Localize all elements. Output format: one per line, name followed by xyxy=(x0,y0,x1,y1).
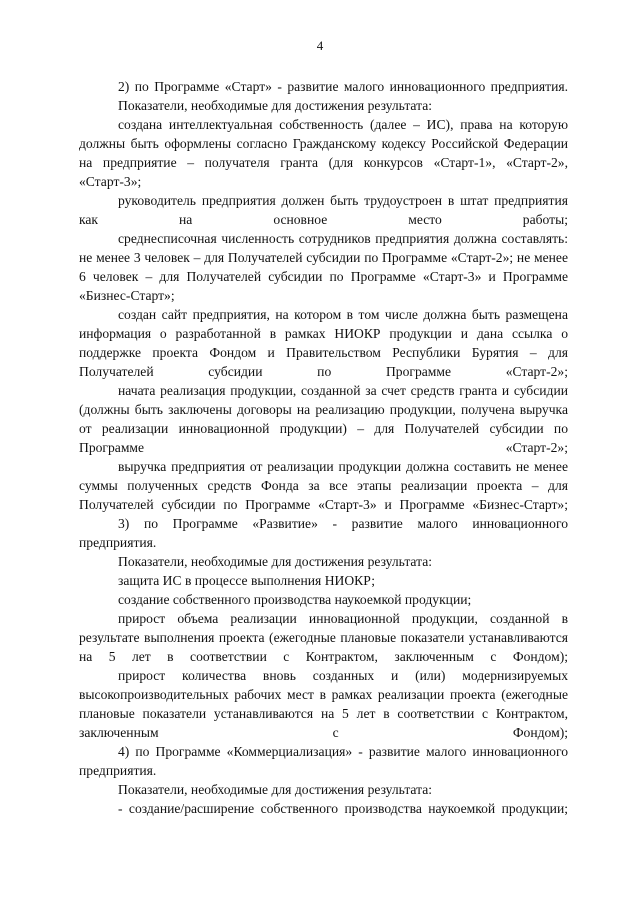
paragraph: прирост объема реализации инновационной продукции, созданной в результате выполнения проекта (ежегодные плановые показатели устанавливаются на 5 лет в соответствии с Контрактом, заключенным с Фондом); xyxy=(79,611,568,664)
paragraph: Показатели, необходимые для достижения результата: xyxy=(118,554,433,569)
paragraph: - создание/расширение собственного производства наукоемкой продукции; xyxy=(118,801,568,816)
paragraph: прирост количества вновь созданных и (или) модернизируемых высокопроизводительных рабочих мест в рамках реализации проекта (ежегодные плановые показатели устанавливаются на 5 лет в соответствии с Контрактом, заключенным с Фондом); xyxy=(79,668,568,740)
page-number: 4 xyxy=(316,38,324,53)
paragraph: защита ИС в процессе выполнения НИОКР; xyxy=(118,573,376,588)
paragraph: 4) по Программе «Коммерциализация» - развитие малого инновационного предприятия. xyxy=(79,744,568,778)
paragraph: выручка предприятия от реализации продукции должна составить не менее суммы полученных средств Фонда за все этапы реализации проекта – для Получателей субсидии по Программе «Старт-3» и Программе «Бизнес-Старт»; xyxy=(79,459,568,512)
document-body xyxy=(79,77,568,818)
paragraph: создана интеллектуальная собственность (далее – ИС), права на которую должны быть оформлены согласно Гражданскому кодексу Российской Федерации на предприятие – получателя гранта (для конкурсов «Старт-1», «Старт-2», «Старт-3»; xyxy=(79,117,568,189)
paragraph: Показатели, необходимые для достижения результата: xyxy=(118,98,433,113)
paragraph: среднесписочная численность сотрудников предприятия должна составлять: не менее 3 человек – для Получателей субсидии по Программе «Старт-2»; не менее 6 человек – для Получателей субсидии по Программе «Старт-3» и Программе «Бизнес-Старт»; xyxy=(79,231,568,303)
paragraph: создание собственного производства наукоемкой продукции; xyxy=(118,592,472,607)
paragraph: руководитель предприятия должен быть трудоустроен в штат предприятия как на основное место работы; xyxy=(79,193,568,227)
paragraph: создан сайт предприятия, на котором в том числе должна быть размещена информация о разработанной в рамках НИОКР продукции и дана ссылка о поддержке проекта Фондом и Правительством Республики Бурятия – для Получателей субсидии по Программе «Старт-2»; xyxy=(79,307,568,379)
paragraph: начата реализация продукции, созданной за счет средств гранта и субсидии (должны быть заключены договоры на реализацию продукции, получена выручка от реализации инновационной продукции) – для Получателей субсидии по Программе «Старт-2»; xyxy=(79,383,568,455)
paragraph: 2) по Программе «Старт» - развитие малого инновационного предприятия. xyxy=(118,79,568,94)
paragraph: Показатели, необходимые для достижения результата: xyxy=(118,782,433,797)
paragraph: 3) по Программе «Развитие» - развитие малого инновационного предприятия. xyxy=(79,516,568,550)
